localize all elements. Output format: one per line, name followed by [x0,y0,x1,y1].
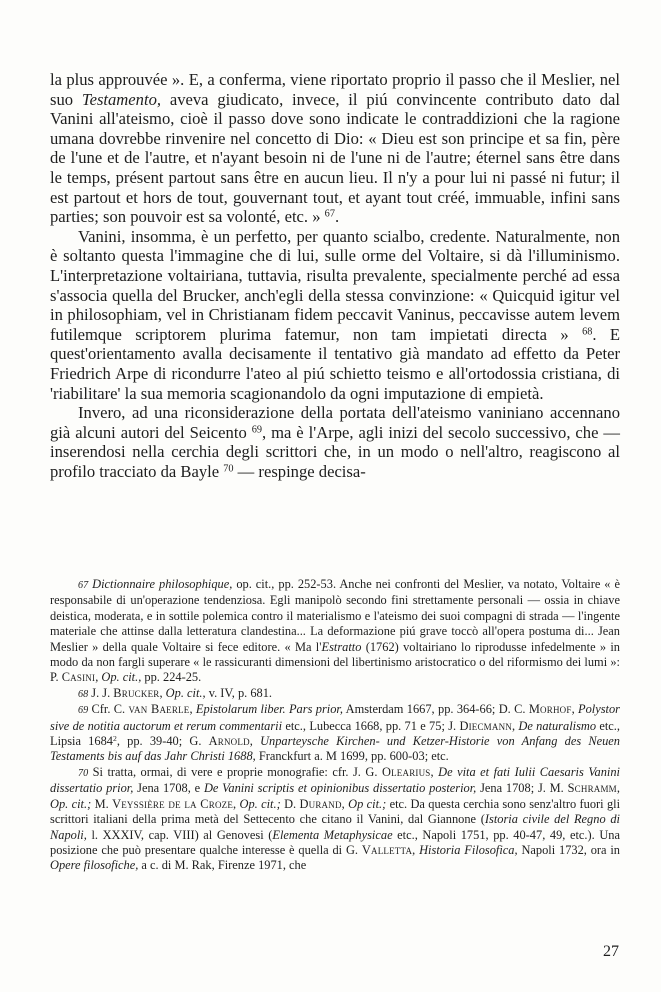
text-run: , [159,685,166,700]
footnote-ref-67[interactable]: 67 [324,208,335,220]
cited-title: Op. cit.; [239,796,281,811]
cited-title: Estratto [321,639,362,654]
paragraph-1 [50,70,620,227]
text-run: , [189,702,196,717]
text-run: etc., Lipsia 1684 [50,718,620,749]
cited-title: Epistolarum liber. Pars prior, [195,702,343,717]
footnote-69 [50,702,620,765]
text-run: , [616,781,620,796]
footnote-ref-69[interactable]: 69 [251,424,262,436]
footnote-number: 69 [78,705,89,717]
author-name: Durand [299,796,342,811]
footnote-number: 68 [78,688,89,700]
text-run: , ma è l'Arpe, agli inizi del secolo successivo, che — inserendosi nella cerchia degli scrittori che, in un modo o nell'altro, reagiscono al profilo tracciato da Bayle [50,422,620,481]
text-run: Amsterdam 1667, pp. 364-66; D. C. [342,702,529,717]
page-number: 27 [603,943,619,960]
footnote-70 [50,765,620,874]
edition-superscript: 2 [112,733,117,743]
author-name: Diecmann [459,718,512,733]
text-run: Invero, ad una riconsiderazione della portata dell'ateismo vaniniano accennano già alcuni autori del Seicento [50,403,620,442]
cited-title: Polystor sive de notitia auctorum et rerum commentarii [50,702,621,733]
text-run: , [341,796,349,811]
cited-title: Dictionnaire philosophique, [92,577,233,591]
text-run: , [233,796,240,811]
footnote-number: 67 [78,580,89,591]
cited-title: Unparteysche Kirchen- und Ketzer-Historie von Anfang des Neuen Testaments bis auf das Jahr Christi 1688, [50,734,620,764]
text-run: — respinge decisa- [233,461,366,481]
text-run: , [511,718,519,733]
text-run: pp. 224-25. [141,670,202,685]
author-name: Morhof [528,702,572,717]
text-run: op. cit., pp. 252-53. Anche nei confronti del Meslier, va notato, Voltaire « è responsabile di un'operazione tendenziosa. Egli manipolò secondo fini strettamente personali — ossia in chiave deistica, moderata, e in sottile polemica contro il materialismo e l'ateismo dei suoi compagni di strada — l'ingente materiale che attinse dalla letteratura clandestina... La deformazione piú grave toccò all'opera postuma di... Jean Meslier » della quale Voltaire si fece editore. « Ma l' [50,577,620,654]
text-run: , [412,842,420,857]
text-run: , [95,670,102,685]
cited-title: Op cit.; [348,796,387,811]
cited-title: Historia Filosofica, [419,842,518,857]
cited-title: Istoria civile del Regno di Napoli, [50,812,620,842]
cited-title: De vita et fati Iulii Caesaris Vanini dissertatio prior, [50,764,620,796]
author-name: Schramm [567,781,617,796]
text-run: Cfr. C. [88,702,129,717]
cited-title: De Vanini scriptis et opinionibus dissertatio posterior, [203,781,477,796]
text-run: Vanini, insomma, è un perfetto, per quanto scialbo, credente. Naturalmente, non è soltanto questa l'immagine che di lui, sulle orme del Voltaire, si dà l'illuminismo. L'interpretazione voltairiana, tuttavia, risulta prevalente, specialmente perché ad essa s'associa quella del Brucker, anch'egli della stessa convinzione: « Quicquid igitur vel in philosophiam, vel in Christianam fidem peccavit Vaninus, peccavisse autem levem futilemque scriptorem plurima fatemur, non tam impietati directa » [50,226,620,344]
footnote-ref-70[interactable]: 70 [223,463,234,475]
title-testamento: Testamento, [81,89,162,109]
footnotes [50,577,620,874]
footnote-67 [50,577,620,686]
text-run: aveva giudicato, invece, il piú convincente contributo dato dal Vanini all'ateismo, cioè il passo dove sono indicate le contraddizioni che la ragione umana dovrebbe rinvenire nel concetto di Dio: « Dieu est son principe et sa fin, père de l'une et de l'autre, et n'ayant besoin ni de l'une ni de l'autre; éternel sans être dans le temps, présent partout sans être en aucun lieu. Il n'y a pour lui ni passé ni futur; il est partout et hors de tout, gouvernant tout, et ayant tout créé, immuable, infini sans parties; son pouvoir est sa volonté, etc. » [50,89,620,227]
text-run: Jena 1708; J. M. [476,781,568,796]
text-run: . [334,207,340,227]
text-run: etc., Napoli 1751, pp. 40-47, 49, etc.). Una posizione che può presentare qualche interesse è quella di G. [50,827,620,857]
author-name: Veyssière de la Croze [112,796,234,811]
author-name: Casini [61,670,96,685]
author-name: Arnold [208,734,250,749]
text-run: l. XXXIV, cap. VIII) al Genovesi ( [86,827,273,842]
cited-title: Opere filosofiche, [50,858,139,873]
cited-title: Op. cit., [101,670,142,685]
author-name: Olearius [381,764,431,779]
footnote-ref-68[interactable]: 68 [582,326,593,338]
text-run: D. [280,796,300,811]
text-run: Napoli 1732, ora in [517,842,621,857]
author-name: Brucker [113,685,160,700]
author-name: van Baerle [128,702,190,717]
text-run: Franckfurt a. M 1699, pp. 600-03; etc. [255,749,449,764]
text-run: Jena 1708, e [133,781,204,796]
main-text [50,70,620,481]
footnote-68 [50,686,620,702]
text-run: J. J. [88,685,114,700]
text-run: . E quest'orientamento avalla decisamente il tentativo già mandato ad effetto da Peter Friedrich Arpe di ricondurre l'ateo al piú schietto teismo e all'ortodossia cristiana, di 'riabilitare' la sua memoria scagionandolo da ogni imputazione di empietà. [50,324,620,403]
text-run: v. IV, p. 681. [205,685,273,700]
paragraph-3 [50,403,620,481]
text-run: etc. Da questa cerchia sono senz'altro fuori gli scrittori italiani della prima metà del Settecento che citano il Vanini, dal Giannone ( [50,796,621,827]
paragraph-2 [50,227,620,403]
text-run: , [430,764,439,779]
text-run: etc., Lubecca 1668, pp. 71 e 75; J. [282,718,460,733]
text-run: , pp. 39-40; G. [116,734,209,749]
author-name: Valletta [361,842,413,857]
cited-title: Elementa Metaphysicae [272,827,393,842]
text-run: (1762) voltairiano lo riprodusse infedelmente » in modo da non fargli superare « le rassicuranti dimensioni del libertinismo aristocratico o del riformismo dei lumi »: P. [50,639,621,685]
text-run: Si tratta, ormai, di vere e proprie monografie: cfr. J. G. [88,764,382,779]
footnote-number: 70 [78,767,89,779]
text-run: a c. di M. Rak, Firenze 1971, che [138,858,307,873]
text-run: , [249,734,261,749]
cited-title: De naturalismo [518,718,597,733]
cited-title: Op. cit., [165,685,206,700]
cited-title: Op. cit.; [50,796,92,811]
text-run: , [571,702,579,717]
text-run: la plus approuvée ». E, a conferma, viene riportato proprio il passo che il Meslier, nel suo [50,70,620,109]
text-run: M. [91,796,113,811]
